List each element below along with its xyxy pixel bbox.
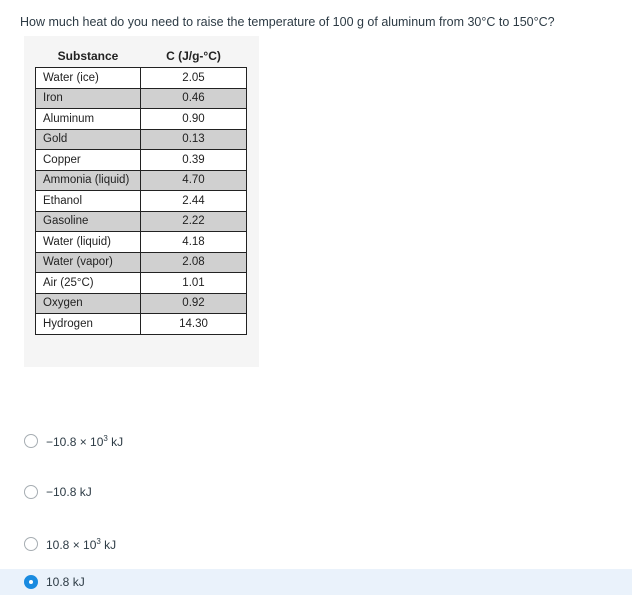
substance-cell: Aluminum [36, 109, 141, 130]
substance-cell: Hydrogen [36, 314, 141, 335]
radio-button-selected[interactable] [24, 575, 38, 589]
substance-cell: Copper [36, 150, 141, 171]
answer-unit: kJ [107, 434, 124, 449]
answer-option-3[interactable] [0, 531, 632, 557]
table-row [36, 170, 247, 191]
table-row [36, 293, 247, 314]
table-header-row [36, 45, 247, 68]
table-row [36, 150, 247, 171]
table-row [36, 211, 247, 232]
answer-prefix: −10.8 × 10 [46, 434, 104, 449]
table-row [36, 68, 247, 89]
capacity-cell: 2.44 [141, 191, 247, 212]
answer-label [46, 434, 123, 449]
table-row [36, 191, 247, 212]
answer-option-1[interactable] [0, 428, 632, 454]
table-row [36, 232, 247, 253]
substance-cell: Water (liquid) [36, 232, 141, 253]
table-row [36, 273, 247, 294]
table-row [36, 314, 247, 335]
capacity-cell: 0.92 [141, 293, 247, 314]
substance-cell: Oxygen [36, 293, 141, 314]
table-row [36, 129, 247, 150]
capacity-cell: 0.39 [141, 150, 247, 171]
substance-cell: Ammonia (liquid) [36, 170, 141, 191]
answer-unit: kJ [100, 537, 117, 552]
answer-label [46, 485, 92, 499]
answer-exponent: 3 [103, 433, 108, 443]
table-row [36, 252, 247, 273]
answer-prefix: −10.8 kJ [46, 485, 92, 499]
capacity-cell: 4.18 [141, 232, 247, 253]
capacity-cell: 2.08 [141, 252, 247, 273]
capacity-cell: 2.22 [141, 211, 247, 232]
answer-option-4[interactable] [0, 569, 632, 595]
answer-label [46, 575, 85, 589]
radio-button[interactable] [24, 485, 38, 499]
answer-option-2[interactable] [0, 479, 632, 505]
radio-button[interactable] [24, 434, 38, 448]
capacity-cell: 1.01 [141, 273, 247, 294]
question-text: How much heat do you need to raise the temperature of 100 g of aluminum from 30°C to 150°C? [20, 15, 555, 29]
answer-label [46, 537, 116, 552]
substance-cell: Air (25°C) [36, 273, 141, 294]
substance-cell: Water (vapor) [36, 252, 141, 273]
answer-exponent: 3 [96, 536, 101, 546]
answer-prefix: 10.8 kJ [46, 575, 85, 589]
answer-prefix: 10.8 × 10 [46, 537, 97, 552]
substance-cell: Iron [36, 88, 141, 109]
header-substance: Substance [57, 49, 119, 63]
header-capacity: C (J/g-°C) [166, 49, 221, 63]
capacity-cell: 0.13 [141, 129, 247, 150]
table-row [36, 109, 247, 130]
capacity-cell: 2.05 [141, 68, 247, 89]
substance-cell: Gold [36, 129, 141, 150]
substance-cell: Gasoline [36, 211, 141, 232]
capacity-cell: 4.70 [141, 170, 247, 191]
capacity-cell: 0.90 [141, 109, 247, 130]
capacity-cell: 0.46 [141, 88, 247, 109]
specific-heat-table [35, 45, 247, 335]
radio-button[interactable] [24, 537, 38, 551]
substance-cell: Ethanol [36, 191, 141, 212]
substance-cell: Water (ice) [36, 68, 141, 89]
capacity-cell: 14.30 [141, 314, 247, 335]
table-row [36, 88, 247, 109]
